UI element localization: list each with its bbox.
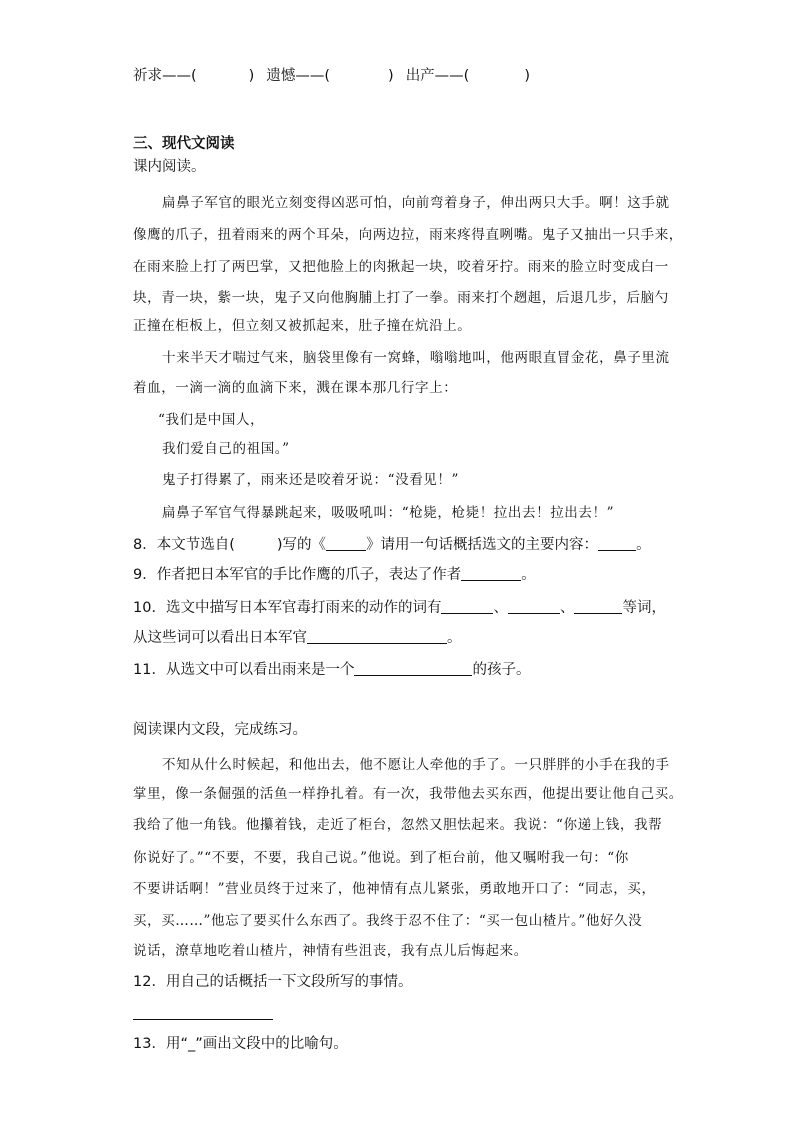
passage-line: 不要讲话啊！”营业员终于过来了，他神情有点儿紧张，勇敢地开口了：“同志，买，	[133, 881, 656, 897]
passage-line: 正撞在柜板上，但立刻又被抓起来，肚子撞在炕沿上。	[133, 318, 472, 334]
answer-line[interactable]	[133, 1019, 273, 1020]
passage-line: 你说好了。”“不要，不要，我自己说。”他说。到了柜台前，他又嘱咐我一句：“你	[133, 850, 629, 866]
passage-line: 掌里，像一条倔强的活鱼一样挣扎着。有一次，我带他去买东西，他提出要让他自己买。	[133, 786, 683, 802]
section-intro: 课内阅读。	[133, 159, 206, 175]
section-heading: 三、现代文阅读	[133, 136, 235, 152]
question-10: 10．选文中描写日本军官毒打雨来的动作的词有 、 、 等词，	[133, 600, 666, 616]
passage-line: 买，买……”他忘了要买什么东西了。我终于忍不住了：“买一包山楂片。”他好久没	[133, 913, 643, 929]
question-12: 12．用自己的话概括一下文段所写的事情。	[133, 974, 413, 990]
answer-blank[interactable]	[441, 599, 493, 614]
answer-blank[interactable]	[574, 599, 622, 614]
passage-line: 扁鼻子军官的眼光立刻变得凶恶可怕，向前弯着身子，伸出两只大手。啊！这手就	[162, 195, 670, 211]
vocab-item-3: 出产——(	[405, 68, 470, 84]
answer-blank[interactable]	[508, 599, 560, 614]
passage-line: 十来半天才喘过气来，脑袋里像有一窝蜂，嗡嗡地叫，他两眼直冒金花，鼻子里流	[162, 350, 670, 366]
passage-line: 鬼子打得累了，雨来还是咬着牙说：“没看见！”	[162, 472, 460, 488]
vocab-item-1: 祈求——(	[133, 68, 197, 84]
answer-blank[interactable]	[461, 566, 521, 581]
passage-line: “我们是中国人，	[158, 412, 265, 428]
answer-blank[interactable]	[598, 536, 636, 551]
answer-blank[interactable]	[354, 661, 472, 676]
passage-line: 块，青一块，紫一块，鬼子又向他胸脯上打了一拳。雨来打个趔趄，后退几步，后脑勺	[133, 290, 669, 306]
passage-line: 不知从什么时候起，和他出去，他不愿让人牵他的手了。一只胖胖的小手在我的手	[162, 757, 670, 773]
passage-line: 我给了他一角钱。他攥着钱，走近了柜台，忽然又胆怯起来。我说：“你递上钱，我帮	[133, 817, 663, 833]
question-10-cont: 从这些词可以看出日本军官 。	[133, 630, 462, 646]
vocab-item-2: 遗憾——(	[266, 68, 331, 84]
answer-blank[interactable]	[307, 629, 447, 644]
passage-line: 着血，一滴一滴的血滴下来，溅在课本那几行字上：	[133, 380, 458, 396]
question-13: 13．用“_”画出文段中的比喻句。	[133, 1036, 348, 1052]
answer-blank[interactable]	[326, 536, 366, 551]
vocab-line: 祈求——( ) 遗憾——( ) 出产——( )	[133, 68, 531, 84]
passage-line: 像鹰的爪子，扭着雨来的两个耳朵，向两边拉，雨来疼得直咧嘴。鬼子又抽出一只手来，	[133, 227, 683, 243]
question-9: 9．作者把日本军官的手比作鹰的爪子，表达了作者 。	[133, 567, 536, 583]
question-8: 8．本文节选自( )写的《 》请用一句话概括选文的主要内容： 。	[133, 537, 651, 553]
passage-line: 我们爱自己的祖国。”	[162, 441, 290, 457]
passage-line: 说话，潦草地吃着山楂片，神情有些沮丧，我有点儿后悔起来。	[133, 943, 528, 959]
passage-line: 在雨来脸上打了两巴掌，又把他脸上的肉揪起一块，咬着牙拧。雨来的脸立时变成白一	[133, 259, 669, 275]
section-intro: 阅读课内文段，完成练习。	[133, 722, 307, 738]
question-11: 11．从选文中可以看出雨来是一个 的孩子。	[133, 662, 531, 678]
passage-line: 扁鼻子军官气得暴跳起来，吸吸吼叫：“枪毙，枪毙！拉出去！拉出去！”	[162, 505, 615, 521]
